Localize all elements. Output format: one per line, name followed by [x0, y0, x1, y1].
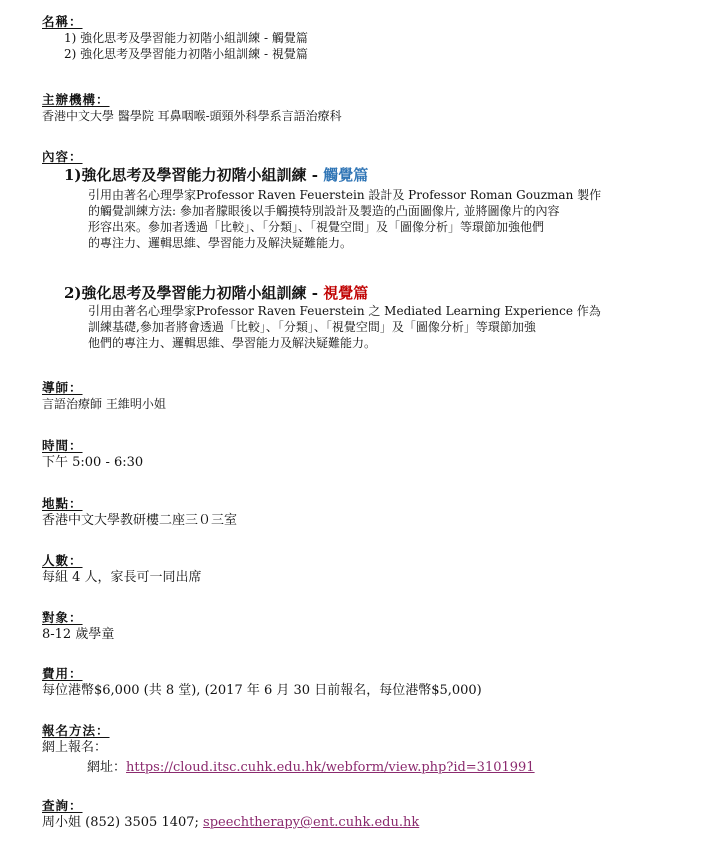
url-label: 網址： — [87, 760, 127, 775]
course-1-description — [88, 187, 678, 251]
target-text: 8-12 歲學童 — [42, 627, 115, 642]
instructor-heading: 導師： — [42, 380, 83, 395]
course-1-line-4: 的專注力、邏輯思維、學習能力及解決疑難能力。 — [88, 236, 353, 250]
content-section — [42, 149, 83, 165]
name-heading: 名稱： — [42, 14, 83, 29]
course-1-prefix: 1)強化思考及學習能力初階小組訓練 - — [64, 166, 324, 184]
course-2-description — [88, 303, 678, 351]
name-item-1: 1) 強化思考及學習能力初階小組訓練 - 觸覺篇 — [64, 31, 308, 45]
fee-text: 每位港幣$6,000 (共 8 堂), (2017 年 6 月 30 日前報名，每位港幣$5,000) — [42, 683, 482, 698]
enquiry-heading: 查詢： — [42, 798, 83, 813]
course-2-title — [64, 283, 368, 303]
name-item-2: 2) 強化思考及學習能力初階小組訓練 - 視覺篇 — [64, 47, 308, 61]
headcount-section — [42, 553, 202, 587]
registration-heading: 報名方法： — [42, 723, 110, 738]
instructor-section — [42, 380, 166, 412]
venue-text: 香港中文大學教研樓二座三０三室 — [42, 513, 238, 528]
registration-url-link[interactable]: https://cloud.itsc.cuhk.edu.hk/webform/view.php?id=3101991 — [126, 760, 535, 775]
course-2-line-3: 他們的專注力、邏輯思維、學習能力及解決疑難能力。 — [88, 336, 377, 350]
organizer-text: 香港中文大學 醫學院 耳鼻咽喉-頭頸外科學系言語治療科 — [42, 109, 342, 123]
registration-section — [42, 723, 535, 777]
enquiry-email-link[interactable]: speechtherapy@ent.cuhk.edu.hk — [203, 815, 420, 830]
fee-heading: 費用： — [42, 666, 83, 681]
fee-section — [42, 666, 482, 700]
course-1-line-2: 的觸覺訓練方法: 參加者朦眼後以手觸摸特別設計及製造的凸面圖像片, 並將圖像片的內容 — [88, 204, 560, 218]
time-section — [42, 438, 143, 472]
instructor-text: 言語治療師 王維明小姐 — [42, 397, 166, 411]
course-2-prefix: 2)強化思考及學習能力初階小組訓練 - — [64, 284, 324, 302]
venue-heading: 地點： — [42, 496, 83, 511]
headcount-text: 每組 4 人，家長可一同出席 — [42, 570, 202, 585]
course-2-line-1: 引用由著名心理學家Professor Raven Feuerstein 之 Mediated Learning Experience 作為 — [88, 304, 601, 318]
enquiry-contact: 周小姐 (852) 3505 1407; — [42, 815, 204, 830]
course-1-line-1: 引用由著名心理學家Professor Raven Feuerstein 設計及 Professor Roman Gouzman 製作 — [88, 188, 602, 202]
course-2-line-2: 訓練基礎,參加者將會透過「比較」、「分類」、「視覺空間」及「圖像分析」等環節加強 — [88, 320, 536, 334]
organizer-heading: 主辦機構： — [42, 92, 110, 107]
organizer-section — [42, 92, 342, 124]
course-1-title — [64, 165, 368, 185]
enquiry-section — [42, 798, 419, 832]
course-1-line-3: 形容出來。參加者透過「比較」、「分類」、「視覺空間」及「圖像分析」等環節加強他們 — [88, 220, 545, 234]
course-2-tag: 視覺篇 — [323, 284, 369, 302]
time-heading: 時間： — [42, 438, 83, 453]
headcount-heading: 人數： — [42, 553, 83, 568]
time-text: 下午 5:00 - 6:30 — [42, 455, 144, 470]
name-section — [42, 14, 308, 62]
online-registration-label: 網上報名： — [42, 740, 108, 755]
course-1-tag: 觸覺篇 — [323, 166, 369, 184]
venue-section — [42, 496, 237, 530]
target-heading: 對象： — [42, 610, 83, 625]
content-heading: 內容： — [42, 149, 83, 164]
enquiry-row — [42, 814, 419, 832]
target-section — [42, 610, 114, 644]
registration-url-row — [42, 759, 535, 777]
